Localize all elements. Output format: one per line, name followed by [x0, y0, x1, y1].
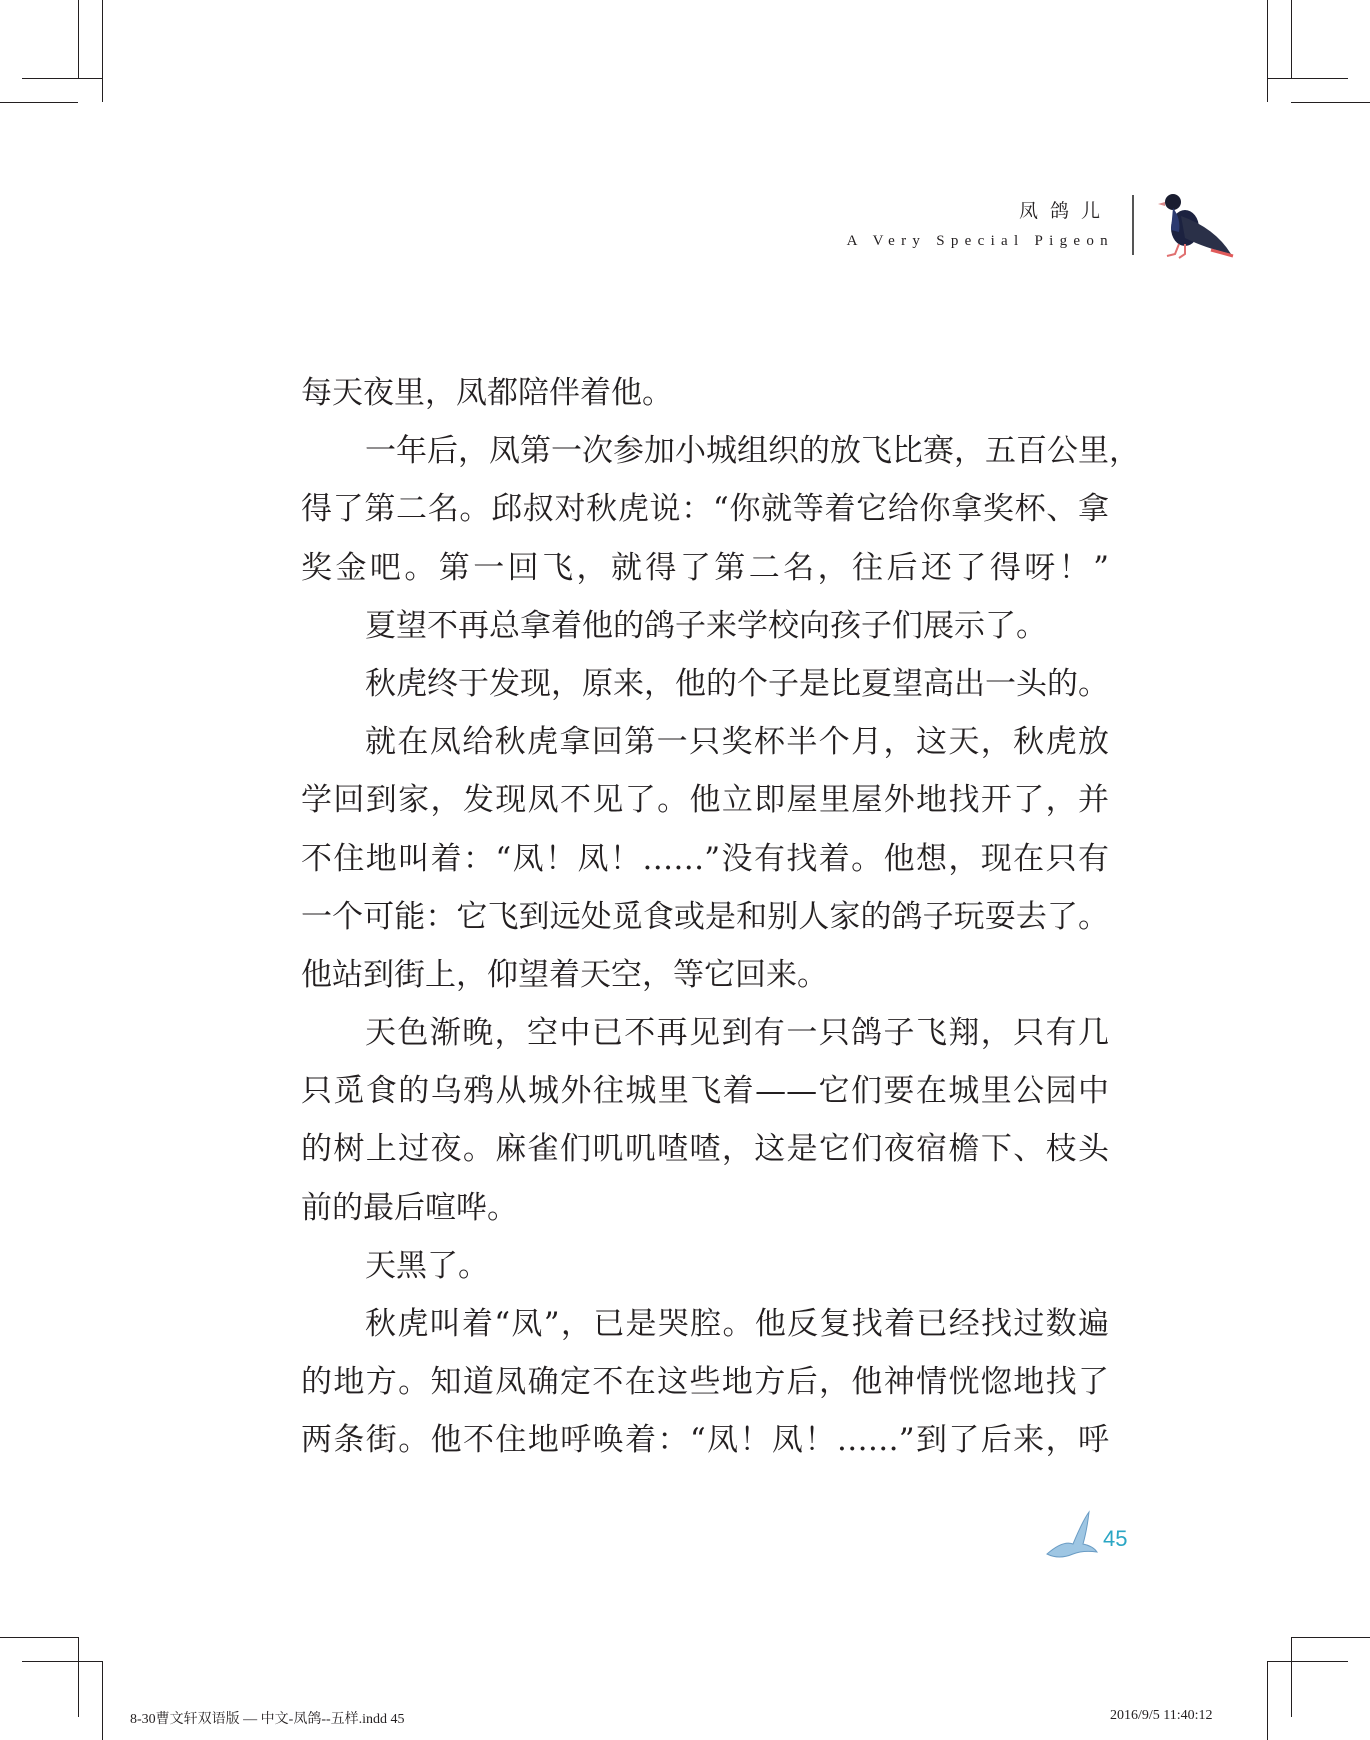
- header-title-en: A Very Special Pigeon: [846, 233, 1114, 249]
- footer-filename: 8-30曹文轩双语版 — 中文-凤鸽--五样.indd 45: [130, 1712, 405, 1727]
- text-line: 学回到家，发现凤不见了。他立即屋里屋外地找开了，并: [301, 782, 1109, 819]
- text-line: 秋虎终于发现，原来，他的个子是比夏望高出一头的。: [365, 665, 1109, 702]
- body-text: [301, 364, 1140, 1470]
- footer-timestamp: 2016/9/5 11:40:12: [1110, 1708, 1213, 1723]
- text-line: 前的最后喧哗。: [301, 1189, 518, 1226]
- flying-bird-icon: [1043, 1510, 1099, 1560]
- text-line: 他站到街上，仰望着天空，等它回来。: [301, 956, 828, 993]
- header-title-cn: 凤鸽儿: [1018, 200, 1112, 222]
- text-line: 不住地叫着：“凤！凤！……”没有找着。他想，现在只有: [301, 840, 1109, 877]
- text-line: 的地方。知道凤确定不在这些地方后，他神情恍惚地找了: [301, 1364, 1109, 1401]
- text-line: 每天夜里，凤都陪伴着他。: [301, 375, 673, 411]
- text-line: 的树上过夜。麻雀们叽叽喳喳，这是它们夜宿檐下、枝头: [301, 1131, 1109, 1168]
- page-number: 45: [1103, 1526, 1128, 1551]
- text-line: 一个可能：它飞到远处觅食或是和别人家的鸽子玩耍去了。: [301, 898, 1109, 935]
- text-line: 夏望不再总拿着他的鸽子来学校向孩子们展示了。: [365, 607, 1047, 644]
- text-line: 天色渐晚，空中已不再见到有一只鸽子飞翔，只有几: [365, 1015, 1109, 1052]
- text-line: 秋虎叫着“凤”，已是哭腔。他反复找着已经找过数遍: [365, 1306, 1109, 1342]
- pigeon-illustration-icon: [1145, 188, 1235, 260]
- header-divider: [1132, 195, 1134, 255]
- text-line: 天黑了。: [365, 1247, 489, 1284]
- text-line: 得了第二名。邱叔对秋虎说：“你就等着它给你拿奖杯、拿: [301, 491, 1109, 528]
- text-line: 只觅食的乌鸦从城外往城里飞着——它们要在城里公园中: [301, 1073, 1109, 1110]
- text-line: 奖金吧。第一回飞，就得了第二名，往后还了得呀！”: [301, 549, 1109, 586]
- text-line: 就在凤给秋虎拿回第一只奖杯半个月，这天，秋虎放: [365, 724, 1109, 761]
- text-line: 两条街。他不住地呼唤着：“凤！凤！……”到了后来，呼: [301, 1422, 1109, 1459]
- text-line: 一年后，凤第一次参加小城组织的放飞比赛，五百公里，: [365, 433, 1140, 470]
